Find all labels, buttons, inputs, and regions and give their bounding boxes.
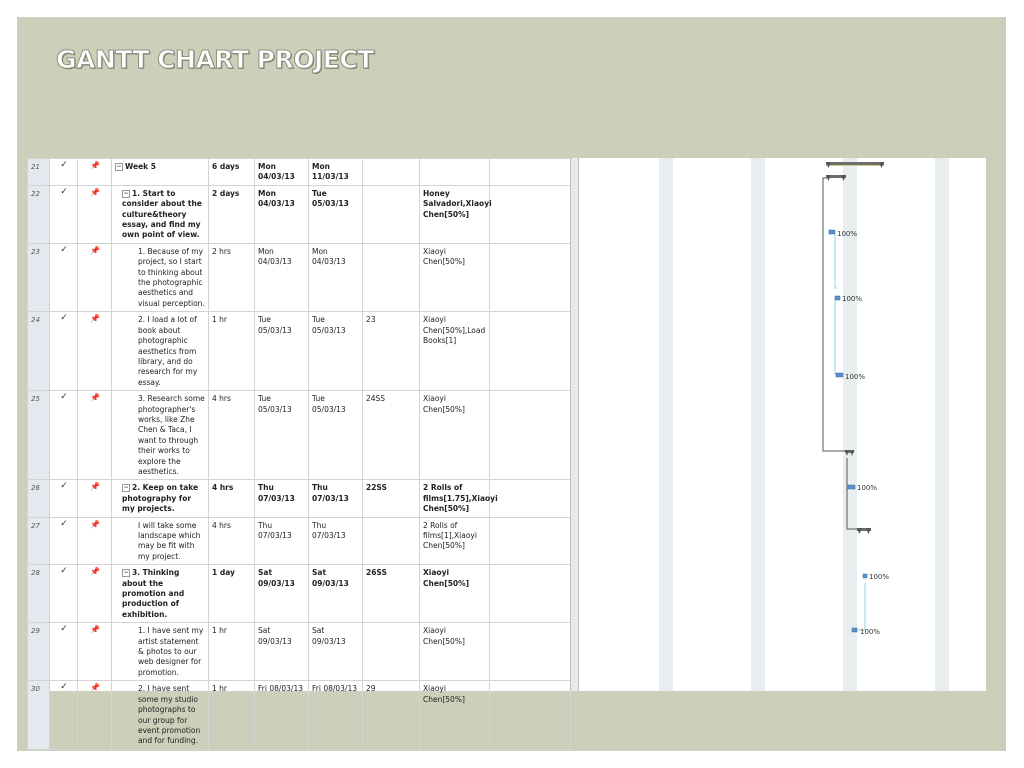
row-number: 26	[28, 480, 50, 517]
checkmark-icon: ✓	[50, 391, 78, 480]
empty-cell	[490, 159, 571, 186]
empty-cell	[490, 480, 571, 517]
finish-cell[interactable]: Thu 07/03/13	[309, 480, 363, 517]
table-row[interactable]	[28, 681, 571, 749]
task-bar[interactable]	[863, 573, 889, 581]
predecessors-cell[interactable]: 26SS	[363, 565, 420, 623]
task-name-cell[interactable]	[112, 159, 209, 186]
table-row[interactable]	[28, 517, 571, 565]
row-number: 25	[28, 391, 50, 480]
checkmark-icon: ✓	[50, 159, 78, 186]
checkmark-icon: ✓	[50, 623, 78, 681]
start-cell[interactable]: Sat 09/03/13	[255, 565, 309, 623]
progress-label: 100%	[842, 295, 863, 303]
task-name: 1. Start to consider about the culture&theory essay, and find my own point of view.	[122, 188, 202, 240]
finish-cell[interactable]: Thu 07/03/13	[309, 517, 363, 565]
empty-cell	[490, 565, 571, 623]
progress-label: 100%	[860, 628, 881, 636]
task-name-cell[interactable]: 2. I load a lot of book about photographic aesthetics from library, and do research for my essay.	[112, 312, 209, 391]
checkmark-icon: ✓	[50, 243, 78, 311]
table-row[interactable]	[28, 623, 571, 681]
finish-cell[interactable]: Tue 05/03/13	[309, 312, 363, 391]
row-number: 29	[28, 623, 50, 681]
task-table-pane	[27, 158, 570, 746]
row-number: 22	[28, 185, 50, 243]
collapse-icon[interactable]: −	[123, 569, 129, 577]
task-name-cell[interactable]	[112, 185, 209, 243]
finish-cell[interactable]: Tue 05/03/13	[309, 185, 363, 243]
task-name-cell[interactable]: 1. I have sent my artist statement & photos to our web designer for promotion.	[112, 623, 209, 681]
summary-bar[interactable]	[857, 528, 871, 534]
resources-cell[interactable]: Xiaoyi Chen[50%]	[420, 565, 490, 623]
resources-cell[interactable]: Honey Salvadori,Xiaoyi Chen[50%]	[420, 185, 490, 243]
checkmark-icon: ✓	[50, 517, 78, 565]
gantt-chart-pane	[579, 158, 986, 691]
predecessors-cell[interactable]	[363, 243, 420, 311]
pane-splitter[interactable]	[570, 158, 579, 691]
duration-cell[interactable]: 1 hr	[209, 681, 255, 749]
predecessors-cell[interactable]	[363, 185, 420, 243]
predecessors-cell[interactable]	[363, 517, 420, 565]
row-number: 23	[28, 243, 50, 311]
table-row[interactable]	[28, 243, 571, 311]
task-bar[interactable]	[836, 373, 865, 381]
start-cell[interactable]: Thu 07/03/13	[255, 517, 309, 565]
pin-icon: 📌	[78, 480, 112, 517]
row-number: 30	[28, 681, 50, 749]
pin-icon: 📌	[78, 391, 112, 480]
start-cell[interactable]: Fri 08/03/13	[255, 681, 309, 749]
finish-cell[interactable]: Fri 08/03/13	[309, 681, 363, 749]
row-number: 28	[28, 565, 50, 623]
duration-cell[interactable]: 1 hr	[209, 312, 255, 391]
slide-title: GANTT CHART PROJECT	[56, 45, 374, 74]
empty-cell	[490, 517, 571, 565]
summary-bar[interactable]	[826, 162, 884, 168]
checkmark-icon: ✓	[50, 565, 78, 623]
pin-icon: 📌	[78, 517, 112, 565]
finish-cell[interactable]: Mon 11/03/13	[309, 159, 363, 186]
task-bar[interactable]	[847, 484, 877, 492]
row-number: 21	[28, 159, 50, 186]
resources-cell[interactable]: 2 Rolls of films[1.75],Xiaoyi Chen[50%]	[420, 480, 490, 517]
duration-cell[interactable]: 2 days	[209, 185, 255, 243]
duration-cell[interactable]: 4 hrs	[209, 517, 255, 565]
start-cell[interactable]: Mon 04/03/13	[255, 185, 309, 243]
row-number: 27	[28, 517, 50, 565]
task-bar[interactable]	[835, 295, 862, 303]
dependency-link	[835, 234, 837, 288]
checkmark-icon: ✓	[50, 480, 78, 517]
duration-cell[interactable]: 6 days	[209, 159, 255, 186]
resources-cell[interactable]: Xiaoyi Chen[50%],Load Books[1]	[420, 312, 490, 391]
table-row[interactable]	[28, 312, 571, 391]
task-table	[27, 158, 571, 750]
start-cell[interactable]: Mon 04/03/13	[255, 243, 309, 311]
table-row[interactable]	[28, 159, 571, 186]
task-bar[interactable]	[829, 230, 857, 238]
collapse-icon[interactable]: −	[123, 189, 129, 197]
pin-icon: 📌	[78, 159, 112, 186]
pin-icon: 📌	[78, 185, 112, 243]
finish-cell[interactable]: Mon 04/03/13	[309, 243, 363, 311]
checkmark-icon: ✓	[50, 185, 78, 243]
table-row[interactable]	[28, 565, 571, 623]
duration-cell[interactable]: 1 hr	[209, 623, 255, 681]
start-cell[interactable]: Sat 09/03/13	[255, 623, 309, 681]
dependency-link	[847, 458, 859, 529]
start-cell[interactable]: Thu 07/03/13	[255, 480, 309, 517]
empty-cell	[490, 681, 571, 749]
dependency-link	[823, 178, 851, 451]
table-row[interactable]	[28, 391, 571, 480]
task-name: Week 5	[125, 162, 156, 171]
pin-icon: 📌	[78, 681, 112, 749]
checkmark-icon: ✓	[50, 681, 78, 749]
empty-cell	[490, 391, 571, 480]
duration-cell[interactable]: 1 day	[209, 565, 255, 623]
finish-cell[interactable]: Tue 05/03/13	[309, 391, 363, 480]
task-name-cell[interactable]: 2. I have sent some my studio photographs to our group for event promotion and for funding.	[112, 681, 209, 749]
resources-cell[interactable]: 2 Rolls of films[1],Xiaoyi Chen[50%]	[420, 517, 490, 565]
task-name-cell[interactable]	[112, 565, 209, 623]
predecessors-cell[interactable]: 29	[363, 681, 420, 749]
resources-cell[interactable]	[420, 159, 490, 186]
predecessors-cell[interactable]: 23	[363, 312, 420, 391]
empty-cell	[490, 312, 571, 391]
duration-cell[interactable]: 2 hrs	[209, 243, 255, 311]
finish-cell[interactable]: Sat 09/03/13	[309, 565, 363, 623]
resources-cell[interactable]: Xiaoyi Chen[50%]	[420, 243, 490, 311]
resources-cell[interactable]: Xiaoyi Chen[50%]	[420, 681, 490, 749]
summary-bar[interactable]	[845, 450, 854, 456]
task-name: 2. Keep on take photography for my projects.	[122, 483, 199, 514]
empty-cell	[490, 185, 571, 243]
empty-cell	[490, 243, 571, 311]
resources-cell[interactable]: Xiaoyi Chen[50%]	[420, 623, 490, 681]
table-row[interactable]	[28, 185, 571, 243]
summary-bar[interactable]	[826, 175, 846, 181]
gantt-sheet	[27, 158, 986, 746]
row-number: 24	[28, 312, 50, 391]
predecessors-cell[interactable]	[363, 623, 420, 681]
start-cell[interactable]: Mon 04/03/13	[255, 159, 309, 186]
duration-cell[interactable]: 4 hrs	[209, 480, 255, 517]
start-cell[interactable]: Tue 05/03/13	[255, 312, 309, 391]
dependency-link	[857, 583, 865, 630]
gantt-bars	[579, 158, 986, 691]
collapse-icon[interactable]: −	[116, 163, 122, 170]
task-name-cell[interactable]: 1. Because of my project, so I start to thinking about the photographic aesthetics and visual perception.	[112, 243, 209, 311]
progress-label: 100%	[869, 573, 890, 581]
pin-icon: 📌	[78, 623, 112, 681]
task-name: 3. Thinking about the promotion and production of exhibition.	[122, 568, 185, 619]
task-bar[interactable]	[852, 628, 880, 636]
pin-icon: 📌	[78, 243, 112, 311]
task-name-cell[interactable]	[112, 480, 209, 517]
start-cell[interactable]: Tue 05/03/13	[255, 391, 309, 480]
table-row[interactable]	[28, 480, 571, 517]
checkmark-icon: ✓	[50, 312, 78, 391]
duration-cell[interactable]: 4 hrs	[209, 391, 255, 480]
finish-cell[interactable]: Sat 09/03/13	[309, 623, 363, 681]
pin-icon: 📌	[78, 312, 112, 391]
predecessors-cell[interactable]: 24SS	[363, 391, 420, 480]
collapse-icon[interactable]: −	[123, 484, 129, 492]
predecessors-cell[interactable]	[363, 159, 420, 186]
dependency-link	[835, 300, 837, 374]
resources-cell[interactable]: Xiaoyi Chen[50%]	[420, 391, 490, 480]
progress-label: 100%	[837, 230, 858, 238]
task-name-cell[interactable]: 3. Research some photographer's works, like Zhe Chen & Taca, I want to through their works to explore the aesthetics.	[112, 391, 209, 480]
pin-icon: 📌	[78, 565, 112, 623]
progress-label: 100%	[845, 373, 866, 381]
empty-cell	[490, 623, 571, 681]
predecessors-cell[interactable]: 22SS	[363, 480, 420, 517]
task-name-cell[interactable]: I will take some landscape which may be fit with my project.	[112, 517, 209, 565]
progress-label: 100%	[857, 484, 878, 492]
